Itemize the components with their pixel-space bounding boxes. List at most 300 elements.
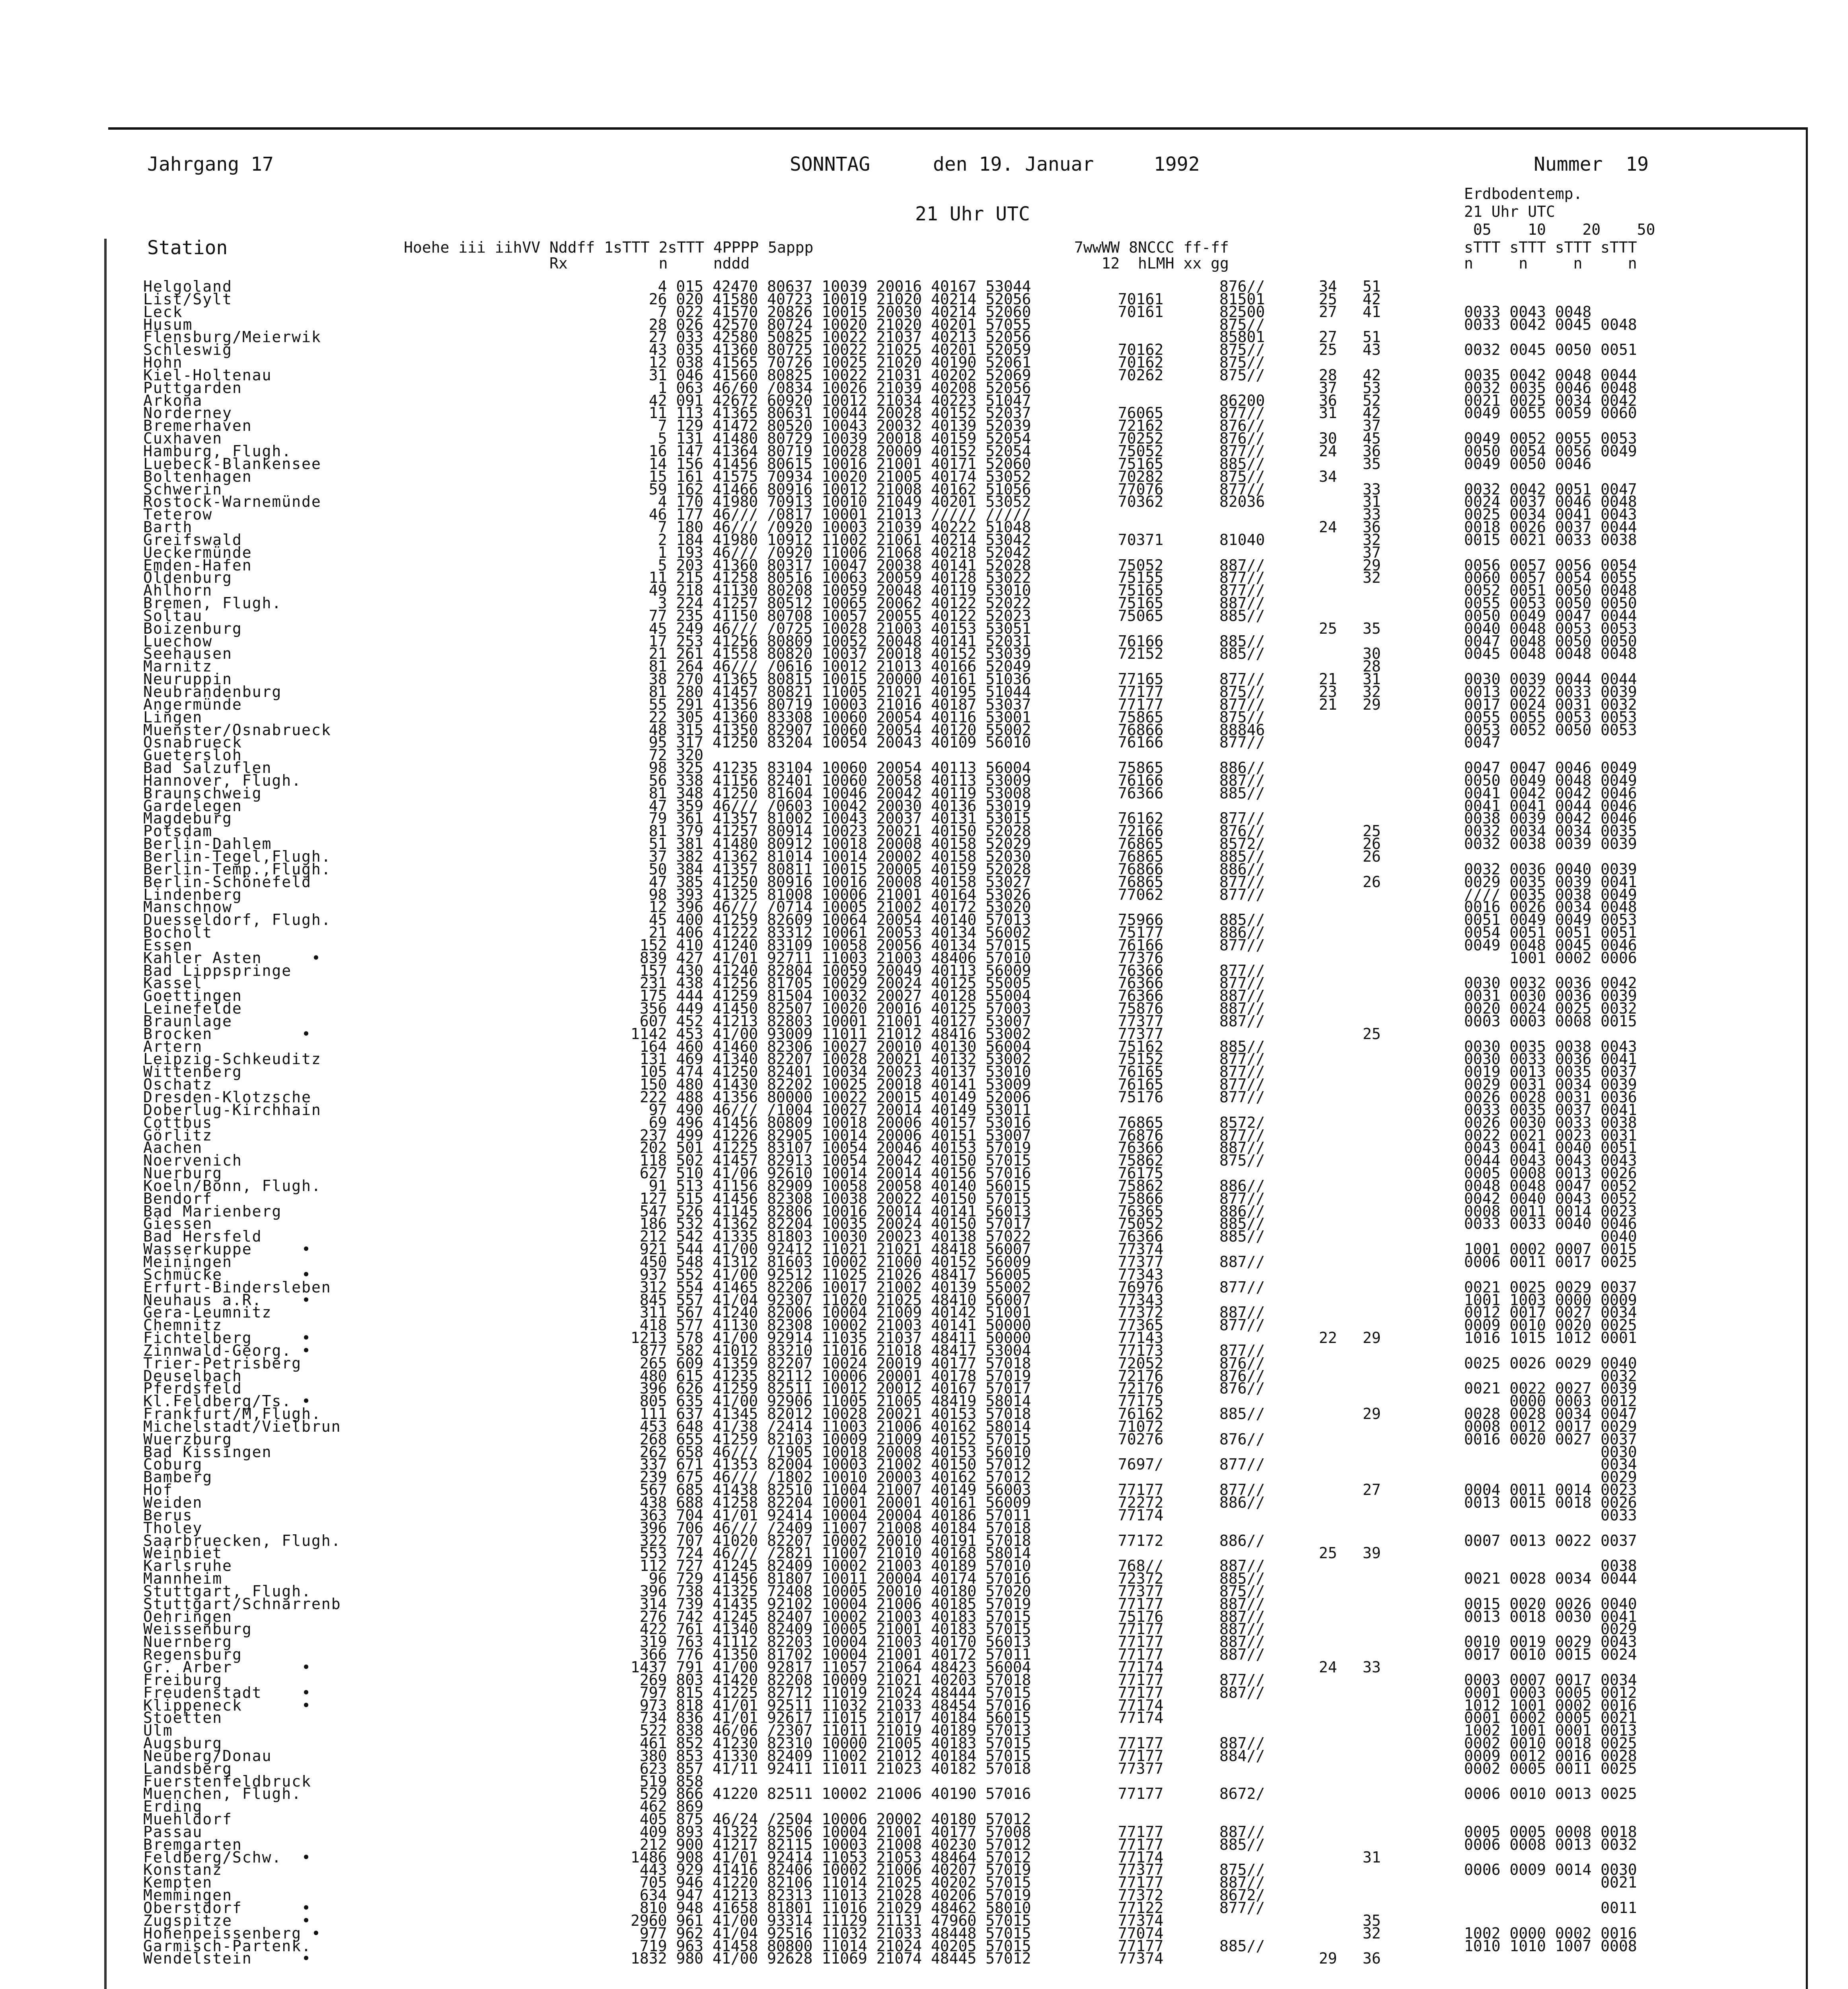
group-8: 877// xyxy=(1219,974,1265,992)
synop-data: 810 948 41658 81801 11016 21029 48462 58010 xyxy=(631,1899,1031,1917)
synop-data: 11 113 41365 80631 10044 20028 40152 52037 xyxy=(631,404,1031,422)
synop-data: 96 729 41456 81807 10011 20004 40174 57016 xyxy=(631,1570,1031,1588)
wind-gust: 31 xyxy=(1363,1848,1381,1866)
synop-data: 396 706 46/// /2409 11007 21008 40184 57018 xyxy=(631,1519,1031,1537)
soil-temperatures: 0026 0030 0033 0038 xyxy=(1464,1113,1637,1131)
soil-temperatures: 0050 0049 0048 0049 xyxy=(1464,771,1637,789)
wind-gust: 37 xyxy=(1363,543,1381,561)
group-7: 77177 xyxy=(1118,1785,1164,1803)
group-7: 75862 xyxy=(1118,1177,1164,1195)
soil-temperatures: 0031 0030 0036 0039 xyxy=(1464,987,1637,1005)
station-name: Frankfurt/M,Flugh. xyxy=(143,1405,321,1423)
station-name: Wasserkuppe • xyxy=(143,1240,312,1258)
group-7: 76366 xyxy=(1118,987,1164,1005)
group-7: 77177 xyxy=(1118,1595,1164,1613)
group-7: 75165 xyxy=(1118,582,1164,599)
station-name: Erding xyxy=(143,1798,203,1816)
soil-temperatures: 0052 0051 0050 0048 xyxy=(1464,582,1637,599)
synop-data: 17 253 41256 80809 10052 20048 40141 52031 xyxy=(631,632,1031,650)
synop-data: 47 359 46/// /0603 10042 20030 40136 53019 xyxy=(631,797,1031,815)
synop-data: 50 384 41357 80811 10015 20005 40159 52028 xyxy=(631,860,1031,878)
station-name: Aachen xyxy=(143,1139,203,1157)
soil-temperatures: 0003 0007 0017 0034 xyxy=(1464,1671,1637,1689)
group-8: 887// xyxy=(1219,1734,1265,1752)
soil-temperatures: 0033 0043 0048 xyxy=(1464,303,1592,321)
wind-max: 36 xyxy=(1319,391,1337,409)
soil-temperatures: 0006 0010 0013 0025 xyxy=(1464,1785,1637,1803)
synop-data: 111 637 41345 82012 10028 20021 40153 57018 xyxy=(631,1405,1031,1423)
group-8: 885// xyxy=(1219,1037,1265,1055)
synop-data: 45 249 46/// /0725 10028 21003 40153 53051 xyxy=(631,619,1031,637)
synop-data: 396 626 41259 82511 10012 20012 40167 57017 xyxy=(631,1380,1031,1397)
group-8: 885// xyxy=(1219,1570,1265,1588)
synop-data: 81 379 41257 80914 10023 20021 40150 52028 xyxy=(631,822,1031,840)
soil-temperatures: 0019 0013 0035 0037 xyxy=(1464,1063,1637,1081)
synop-data: 5 131 41480 80729 10039 20018 40159 52054 xyxy=(631,430,1031,448)
synop-data: 237 499 41226 82905 10014 20006 40151 53007 xyxy=(631,1126,1031,1144)
station-name: Karlsruhe xyxy=(143,1557,232,1575)
group-7: 76065 xyxy=(1118,404,1164,422)
group-8: 887// xyxy=(1219,1012,1265,1030)
wind-gust: 29 xyxy=(1363,695,1381,713)
synop-data: 21 406 41222 83312 10061 20053 40134 56002 xyxy=(631,924,1031,942)
group-7: 77343 xyxy=(1118,1265,1164,1283)
soil-temperatures: 0026 0028 0031 0036 xyxy=(1464,1088,1637,1106)
group-7: 75862 xyxy=(1118,1152,1164,1170)
extra-columns-subheader: 12 hLMH xx gg xyxy=(1074,255,1229,272)
wind-gust: 32 xyxy=(1363,683,1381,701)
group-8: 877// xyxy=(1219,582,1265,599)
station-name: Coburg xyxy=(143,1456,203,1473)
group-7: 77374 xyxy=(1118,1911,1164,1929)
soil-temperatures: 0043 0041 0040 0051 xyxy=(1464,1139,1637,1157)
group-7: 70371 xyxy=(1118,531,1164,549)
wind-max: 31 xyxy=(1319,404,1337,422)
group-7: 77173 xyxy=(1118,1341,1164,1359)
synop-data: 409 893 41322 82506 10004 21001 40177 57008 xyxy=(631,1823,1031,1841)
group-8: 886// xyxy=(1219,1177,1265,1195)
synop-data: 202 501 41225 83107 10054 20046 40153 57019 xyxy=(631,1139,1031,1157)
group-8: 877// xyxy=(1219,734,1265,751)
station-name: Bremen, Flugh. xyxy=(143,594,282,612)
station-name: Emden-Hafen xyxy=(143,556,252,574)
station-name: Schwerin xyxy=(143,480,223,498)
synop-data: 453 648 41/38 /2414 11003 21006 40162 58014 xyxy=(631,1417,1031,1435)
group-7: 77174 xyxy=(1118,1696,1164,1714)
group-8: 877// xyxy=(1219,886,1265,903)
synop-data: 2 184 41980 10912 11002 21061 40214 53042 xyxy=(631,531,1031,549)
soil-temperatures: 1010 1010 1007 0008 xyxy=(1464,1937,1637,1955)
synop-data: 12 038 41565 70726 10025 21020 40190 52061 xyxy=(631,354,1031,372)
soil-temperatures: 0022 0021 0023 0031 xyxy=(1464,1126,1637,1144)
soil-temperatures: 1002 0000 0002 0016 xyxy=(1464,1924,1637,1942)
soil-temp-time: 21 Uhr UTC xyxy=(1464,203,1555,220)
wind-max: 22 xyxy=(1319,1329,1337,1347)
group-8: 887// xyxy=(1219,1620,1265,1638)
station-name: Tholey xyxy=(143,1519,203,1537)
station-name: Norderney xyxy=(143,404,232,422)
synop-data: 45 400 41259 82609 10064 20054 40140 57013 xyxy=(631,911,1031,929)
group-7: 76166 xyxy=(1118,734,1164,751)
wind-max: 34 xyxy=(1319,467,1337,485)
group-8: 877// xyxy=(1219,1088,1265,1106)
group-8: 875// xyxy=(1219,315,1265,333)
soil-temperatures: 0032 0042 0051 0047 xyxy=(1464,480,1637,498)
group-8: 875// xyxy=(1219,366,1265,384)
group-7: 77175 xyxy=(1118,1392,1164,1410)
group-7: 75876 xyxy=(1118,1000,1164,1018)
wind-max: 25 xyxy=(1319,1544,1337,1562)
station-name: Fichtelberg • xyxy=(143,1329,312,1347)
synop-data: 877 582 41012 83210 11016 21018 48417 53004 xyxy=(631,1341,1031,1359)
synop-data: 42 091 42672 60920 10012 21034 40223 51047 xyxy=(631,391,1031,409)
station-name: Neuberg/Donau xyxy=(143,1747,272,1765)
wind-gust: 36 xyxy=(1363,1950,1381,1968)
soil-temperatures: 0017 0010 0015 0024 xyxy=(1464,1646,1637,1664)
group-7: 76165 xyxy=(1118,1076,1164,1094)
synop-data: 438 688 41258 82204 10001 20001 40161 56009 xyxy=(631,1494,1031,1511)
wind-max: 25 xyxy=(1319,341,1337,359)
soil-temperatures: 0030 0039 0044 0044 xyxy=(1464,670,1637,688)
group-7: 77365 xyxy=(1118,1316,1164,1334)
group-8: 887// xyxy=(1219,987,1265,1005)
soil-temperatures: 0008 0012 0017 0029 xyxy=(1464,1417,1637,1435)
synop-data: 15 161 41575 70934 10020 21005 40174 53052 xyxy=(631,467,1031,485)
group-8: 8572/ xyxy=(1219,1113,1265,1131)
group-7: 77376 xyxy=(1118,949,1164,967)
soil-temperatures: 0013 0018 0030 0041 xyxy=(1464,1608,1637,1625)
group-8: 877// xyxy=(1219,1456,1265,1473)
synop-data: 480 615 41235 82112 10006 20001 40178 57019 xyxy=(631,1367,1031,1385)
soil-temperatures: 0045 0048 0048 0048 xyxy=(1464,645,1637,663)
group-8: 877// xyxy=(1219,404,1265,422)
station-name: Nuernberg xyxy=(143,1633,232,1651)
synop-data: 4 170 41980 70913 10010 21049 40201 53052 xyxy=(631,493,1031,511)
synop-data: 276 742 41245 82407 10002 21003 40183 57015 xyxy=(631,1608,1031,1625)
synop-data: 2960 961 41/00 93314 11129 21131 47960 57015 xyxy=(631,1911,1031,1929)
wind-gust: 33 xyxy=(1363,480,1381,498)
group-8: 887// xyxy=(1219,1608,1265,1625)
station-header: Station xyxy=(147,237,228,259)
soil-temperatures: 0032 0036 0040 0039 xyxy=(1464,860,1637,878)
group-8: 877// xyxy=(1219,1189,1265,1207)
synop-data: 7 180 46/// /0920 10003 21039 40222 51048 xyxy=(631,518,1031,536)
observation-time: 21 Uhr UTC xyxy=(915,203,1030,225)
wind-gust: 28 xyxy=(1363,658,1381,675)
soil-temperatures: 0007 0013 0022 0037 xyxy=(1464,1532,1637,1549)
wind-gust: 26 xyxy=(1363,835,1381,853)
wind-gust: 32 xyxy=(1363,569,1381,587)
station-name: Muenster/Osnabrueck xyxy=(143,721,331,739)
station-name: Muenchen, Flugh. xyxy=(143,1785,302,1803)
synop-data: 28 026 42570 80724 10020 21020 40201 57055 xyxy=(631,315,1031,333)
group-7: 72052 xyxy=(1118,1354,1164,1372)
group-7: 72166 xyxy=(1118,822,1164,840)
group-7: 75052 xyxy=(1118,442,1164,460)
wind-gust: 32 xyxy=(1363,531,1381,549)
wind-gust: 35 xyxy=(1363,455,1381,473)
group-8: 885// xyxy=(1219,607,1265,625)
group-7: 77177 xyxy=(1118,683,1164,701)
table-row xyxy=(143,1759,1794,1777)
soil-temperatures: 0009 0012 0016 0028 xyxy=(1464,1747,1637,1765)
synop-data: 59 162 41466 80916 10012 21008 40162 51056 xyxy=(631,480,1031,498)
station-name: Gardelegen xyxy=(143,797,242,815)
soil-temperatures: 0018 0026 0037 0044 xyxy=(1464,518,1637,536)
synop-data: 16 147 41364 80719 10028 20009 40152 52054 xyxy=(631,442,1031,460)
wind-max: 24 xyxy=(1319,442,1337,460)
group-7: 76866 xyxy=(1118,860,1164,878)
synop-data: 98 393 41325 81008 10006 21001 40164 53026 xyxy=(631,886,1031,903)
synop-data: 31 046 41560 80825 10022 21031 40202 52069 xyxy=(631,366,1031,384)
wind-max: 25 xyxy=(1319,290,1337,308)
day: SONNTAG xyxy=(790,153,870,175)
group-7: 76166 xyxy=(1118,936,1164,954)
station-name: Berlin-Dahlem xyxy=(143,835,272,853)
station-name: Bendorf xyxy=(143,1189,213,1207)
group-7: 77076 xyxy=(1118,480,1164,498)
soil-temperatures: 0040 0048 0053 0053 xyxy=(1464,619,1637,637)
group-8: 8572/ xyxy=(1219,835,1265,853)
group-8: 877// xyxy=(1219,810,1265,827)
columns-header: Hoehe iii iihVV Nddff 1sTTT 2sTTT 4PPPP 5appp xyxy=(404,239,814,256)
synop-data: 175 444 41259 81504 10032 20027 40128 55004 xyxy=(631,987,1031,1005)
station-name: Guetersloh xyxy=(143,746,242,764)
group-7: 76162 xyxy=(1118,1405,1164,1423)
soil-temperatures: 0033 0033 0040 0046 xyxy=(1464,1215,1637,1233)
soil-temperatures: 0024 0037 0046 0048 xyxy=(1464,493,1637,511)
group-8: 887// xyxy=(1219,1304,1265,1321)
wind-gust: 25 xyxy=(1363,1025,1381,1043)
synop-data: 312 554 41465 82206 10017 21002 40139 55002 xyxy=(631,1278,1031,1296)
wind-gust: 42 xyxy=(1363,290,1381,308)
synop-data: 567 685 41438 82510 11004 21007 40149 56003 xyxy=(631,1481,1031,1499)
group-7: 77177 xyxy=(1118,1683,1164,1701)
station-name: Kiel-Holtenau xyxy=(143,366,272,384)
synop-data: 262 658 46/// /1905 10018 20008 40153 56010 xyxy=(631,1443,1031,1461)
synop-data: 265 609 41359 82207 10024 20019 40177 57018 xyxy=(631,1354,1031,1372)
soil-temperatures: 0051 0049 0049 0053 xyxy=(1464,911,1637,929)
synop-data: 734 836 41/01 92617 11015 21017 40184 56015 xyxy=(631,1709,1031,1727)
synop-data: 705 946 41220 82106 11014 21025 40202 57015 xyxy=(631,1874,1031,1892)
soil-temperatures: 0049 0050 0046 xyxy=(1464,455,1592,473)
group-7: 76366 xyxy=(1118,784,1164,802)
table-row xyxy=(143,1950,1794,1968)
group-7: 77374 xyxy=(1118,1240,1164,1258)
synop-data: 522 838 46/06 /2307 11011 21019 40189 57013 xyxy=(631,1722,1031,1740)
group-8: 877// xyxy=(1219,873,1265,891)
soil-temperatures: 0032 0045 0050 0051 xyxy=(1464,341,1637,359)
synop-data: 797 815 41225 82712 11019 21024 48444 57015 xyxy=(631,1683,1031,1701)
group-7: 75177 xyxy=(1118,924,1164,942)
station-name: Neuhaus a.R. • xyxy=(143,1291,312,1309)
group-8: 885// xyxy=(1219,645,1265,663)
soil-temperatures: 0041 0041 0044 0046 xyxy=(1464,797,1637,815)
group-8: 8672/ xyxy=(1219,1886,1265,1904)
synop-data: 4 015 42470 80637 10039 20016 40167 53044 xyxy=(631,278,1031,295)
soil-temperatures: 0038 xyxy=(1464,1557,1637,1575)
group-7: 75176 xyxy=(1118,1608,1164,1625)
extra-columns-header: 7wwWW 8NCCC ff-ff xyxy=(1074,239,1229,256)
group-8: 877// xyxy=(1219,442,1265,460)
group-7: 72176 xyxy=(1118,1380,1164,1397)
wind-max: 24 xyxy=(1319,518,1337,536)
synop-data: 1486 908 41/01 92414 11053 21053 48464 57012 xyxy=(631,1848,1031,1866)
group-7: 76366 xyxy=(1118,961,1164,979)
group-8: 887// xyxy=(1219,1633,1265,1651)
group-8: 875// xyxy=(1219,1861,1265,1879)
synop-data: 607 452 41213 82803 10001 21001 40127 53007 xyxy=(631,1012,1031,1030)
station-name: Luebeck-Blankensee xyxy=(143,455,321,473)
station-name: Husum xyxy=(143,315,193,333)
wind-gust: 43 xyxy=(1363,341,1381,359)
group-7: 70162 xyxy=(1118,341,1164,359)
soil-temperatures: 0032 0038 0039 0039 xyxy=(1464,835,1637,853)
soil-temperatures: 0006 0011 0017 0025 xyxy=(1464,1253,1637,1271)
synop-data: 405 875 46/24 /2504 10006 20002 40180 57012 xyxy=(631,1810,1031,1828)
wind-gust: 52 xyxy=(1363,391,1381,409)
station-name: Greifswald xyxy=(143,531,242,549)
group-7: 71072 xyxy=(1118,1417,1164,1435)
group-8: 876// xyxy=(1219,1354,1265,1372)
group-8: 887// xyxy=(1219,1253,1265,1271)
soil-temperatures: 0029 xyxy=(1464,1468,1637,1486)
group-8: 877// xyxy=(1219,1126,1265,1144)
synop-data: 46 177 46/// /0817 10001 21013 ///// ///// xyxy=(631,506,1031,524)
group-7: 76165 xyxy=(1118,1063,1164,1081)
synop-data: 27 033 42580 50825 10022 21037 40213 52056 xyxy=(631,328,1031,346)
synop-data: 7 022 41570 20826 10015 20030 40214 52060 xyxy=(631,303,1031,321)
station-name: Schmücke • xyxy=(143,1265,312,1283)
group-7: 77377 xyxy=(1118,1025,1164,1043)
station-name: Schleswig xyxy=(143,341,232,359)
synop-data: 38 270 41365 80815 10015 20000 40161 51036 xyxy=(631,670,1031,688)
station-name: Bremerhaven xyxy=(143,417,252,435)
soil-temperatures: 0015 0021 0033 0038 xyxy=(1464,531,1637,549)
group-7: 77177 xyxy=(1118,1481,1164,1499)
synop-data: 519 858 xyxy=(631,1772,704,1790)
synop-data: 268 655 41259 82103 10009 21009 40152 57015 xyxy=(631,1430,1031,1448)
soil-temperatures: 0038 0039 0042 0046 xyxy=(1464,810,1637,827)
group-8: 877// xyxy=(1219,1671,1265,1689)
synop-data: 95 317 41250 83204 10054 20043 40109 56010 xyxy=(631,734,1031,751)
station-name: Wittenberg xyxy=(143,1063,242,1081)
synop-data: 81 280 41457 80821 11005 21021 40195 51044 xyxy=(631,683,1031,701)
station-name: Helgoland xyxy=(143,278,232,295)
wind-gust: 45 xyxy=(1363,430,1381,448)
station-name: Pferdsfeld xyxy=(143,1380,242,1397)
soil-temperatures: 0049 0055 0059 0060 xyxy=(1464,404,1637,422)
wind-max: 25 xyxy=(1319,619,1337,637)
synop-data: 152 410 41240 83109 10058 20056 40134 57015 xyxy=(631,936,1031,954)
soil-temperatures: 0056 0057 0056 0054 xyxy=(1464,556,1637,574)
station-name: Klippeneck • xyxy=(143,1696,312,1714)
group-8: 81040 xyxy=(1219,531,1265,549)
group-8: 85801 xyxy=(1219,328,1265,346)
wind-gust: 25 xyxy=(1363,822,1381,840)
group-7: 77374 xyxy=(1118,1950,1164,1968)
group-7: 77177 xyxy=(1118,1747,1164,1765)
soil-temp-title: Erdbodentemp. xyxy=(1464,185,1583,202)
group-8: 877// xyxy=(1219,569,1265,587)
group-8: 886// xyxy=(1219,1532,1265,1549)
station-name: Flensburg/Meierwik xyxy=(143,328,321,346)
group-7: 77074 xyxy=(1118,1924,1164,1942)
group-8: 82036 xyxy=(1219,493,1265,511)
group-8: 885// xyxy=(1219,1937,1265,1955)
group-7: 75052 xyxy=(1118,556,1164,574)
date: den 19. Januar xyxy=(933,153,1094,175)
synop-data: 48 315 41350 82907 10060 20054 40120 55002 xyxy=(631,721,1031,739)
soil-temperatures: 0050 0054 0056 0049 xyxy=(1464,442,1637,460)
soil-temperatures: 1001 1003 0000 0009 xyxy=(1464,1291,1637,1309)
station-name: Lingen xyxy=(143,708,203,726)
group-7: 77377 xyxy=(1118,1253,1164,1271)
group-8: 877// xyxy=(1219,1316,1265,1334)
synop-data: 356 449 41450 82507 10020 20016 40125 57003 xyxy=(631,1000,1031,1018)
synop-data: 366 776 41350 81702 10004 21001 40172 57011 xyxy=(631,1646,1031,1664)
station-name: Kahler Asten • xyxy=(143,949,321,967)
soil-temperatures: 0005 0005 0008 0018 xyxy=(1464,1823,1637,1841)
group-8: 886// xyxy=(1219,860,1265,878)
station-name: Wuerzburg xyxy=(143,1430,232,1448)
group-8: 886// xyxy=(1219,1494,1265,1511)
soil-temperatures: 0008 0011 0014 0023 xyxy=(1464,1202,1637,1220)
group-7: 77177 xyxy=(1118,1937,1164,1955)
synop-data: 977 962 41/04 92516 11032 21033 48448 57015 xyxy=(631,1924,1031,1942)
group-7: 70362 xyxy=(1118,493,1164,511)
synop-data: 1 063 46/60 /0834 10026 21039 40208 52056 xyxy=(631,379,1031,397)
group-7: 75165 xyxy=(1118,455,1164,473)
group-7: 77177 xyxy=(1118,1620,1164,1638)
jahrgang: Jahrgang 17 xyxy=(147,153,274,175)
soil-temperatures: 0025 0034 0041 0043 xyxy=(1464,506,1637,524)
wind-max: 23 xyxy=(1319,683,1337,701)
soil-temperatures: 0042 0040 0043 0052 xyxy=(1464,1189,1637,1207)
group-8: 885// xyxy=(1219,784,1265,802)
group-7: 77372 xyxy=(1118,1304,1164,1321)
soil-columns-header: sTTT sTTT sTTT sTTT xyxy=(1464,239,1637,256)
group-7: 70262 xyxy=(1118,366,1164,384)
soil-temperatures: 0010 0019 0029 0043 xyxy=(1464,1633,1637,1651)
group-7: 70162 xyxy=(1118,354,1164,372)
station-name: Trier-Petrisberg xyxy=(143,1354,302,1372)
soil-temperatures: 1012 1001 0002 0016 xyxy=(1464,1696,1637,1714)
soil-temperatures: 0021 0022 0027 0039 xyxy=(1464,1380,1637,1397)
group-8: 875// xyxy=(1219,708,1265,726)
station-name: Koeln/Bonn, Flugh. xyxy=(143,1177,321,1195)
group-8: 885// xyxy=(1219,847,1265,865)
group-7: 768// xyxy=(1118,1557,1164,1575)
synop-data: 973 818 41/01 92511 11032 21033 48454 57016 xyxy=(631,1696,1031,1714)
synop-data: 49 218 41130 80208 10059 20048 40119 53010 xyxy=(631,582,1031,599)
group-8: 86200 xyxy=(1219,391,1265,409)
group-7: 77174 xyxy=(1118,1506,1164,1524)
group-7: 75866 xyxy=(1118,1189,1164,1207)
synop-data: 79 361 41357 81002 10043 20037 40131 53015 xyxy=(631,810,1031,827)
group-7: 77377 xyxy=(1118,1582,1164,1600)
station-name: Garmisch-Partenk. xyxy=(143,1937,312,1955)
station-name: Berlin-Schönefeld xyxy=(143,873,312,891)
synop-data: 1142 453 41/00 93009 11011 21012 48416 53002 xyxy=(631,1025,1031,1043)
station-name: Cuxhaven xyxy=(143,430,223,448)
synop-data: 69 496 41456 80809 10018 20006 40157 53016 xyxy=(631,1113,1031,1131)
group-7: 77062 xyxy=(1118,886,1164,903)
group-8: 876// xyxy=(1219,822,1265,840)
wind-max: 27 xyxy=(1319,328,1337,346)
synop-data: 627 510 41/06 92610 10014 20014 40156 57016 xyxy=(631,1164,1031,1182)
group-8: 876// xyxy=(1219,430,1265,448)
